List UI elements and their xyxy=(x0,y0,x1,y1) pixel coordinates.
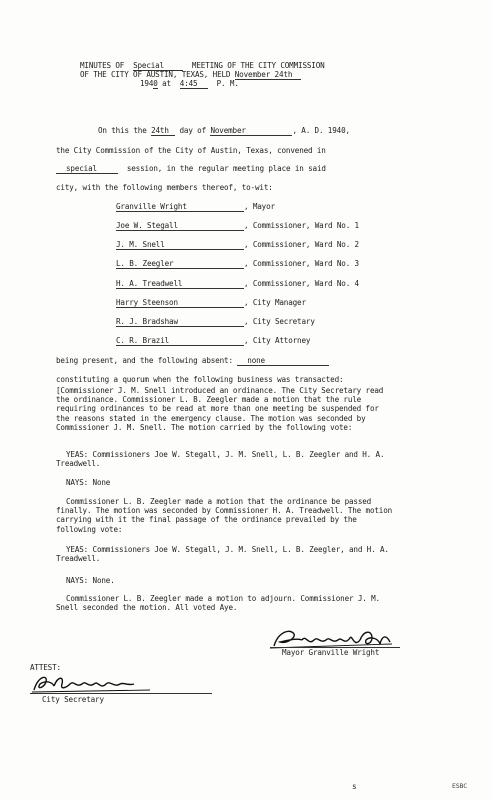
quorum-line: constituting a quorum when the following business was transacted: xyxy=(56,375,344,384)
attendee-row: Harry Steenson , City Manager xyxy=(116,298,306,307)
meeting-month: November xyxy=(210,126,292,136)
page-stamp: ESBC xyxy=(452,782,468,790)
meeting-time: 4:45 xyxy=(180,79,208,89)
attendee-row: L. B. Zeegler , Commissioner, Ward No. 3 xyxy=(116,259,359,268)
absent-value: none xyxy=(237,356,329,366)
attendee-row: R. J. Bradshaw , City Secretary xyxy=(116,317,315,326)
attendee-row: Joe W. Stegall , Commissioner, Ward No. 1 xyxy=(116,221,359,230)
meeting-day: 24th xyxy=(151,126,175,136)
heading-date: November 24th xyxy=(235,70,301,80)
opening-line-2: the City Commission of the City of Austin, Texas, convened in xyxy=(56,146,326,155)
opening-line-3: special session, in the regular meeting place in said xyxy=(56,164,326,174)
secretary-label: City Secretary xyxy=(42,695,104,704)
nays-2: NAYS: None. xyxy=(66,576,115,585)
opening-line-1: On this the 24th day of November , A. D. 1940, xyxy=(98,126,350,135)
header-line-1: MINUTES OF Special MEETING OF THE CITY COMMISSION xyxy=(80,61,325,70)
motion-paragraph-1: [Commissioner J. M. Snell introduced an ordinance. The City Secretary read the ordinance. Commissioner L. B. Zeegler made a motion that the rule requiring ordinances to be read at more than one meeting be suspended for the reasons stated in the emergency clause. The motion was seconded by Commissioner J. M. Snell. The motion carried by the following vote: xyxy=(56,386,384,432)
attendee-row: C. R. Brazil , City Attorney xyxy=(116,336,311,345)
header-line-2: OF THE CITY OF AUSTIN, TEXAS, HELD November 24th xyxy=(80,70,301,80)
attendee-row: J. M. Snell , Commissioner, Ward No. 2 xyxy=(116,240,359,249)
mayor-label: Mayor Granville Wright xyxy=(282,648,380,657)
attendee-row: Granville Wright , Mayor xyxy=(116,202,275,211)
header-line-3: 1940 at 4:45 P. M. xyxy=(140,79,239,88)
footer-mark: s xyxy=(352,782,357,791)
opening-line-4: city, with the following members thereof, to-wit: xyxy=(56,183,273,192)
session-type: special xyxy=(56,164,118,174)
nays-1: NAYS: None xyxy=(66,478,111,487)
absent-line: being present, and the following absent: none xyxy=(56,356,329,366)
attest-label: ATTEST: xyxy=(30,663,61,672)
yeas-2: YEAS: Commissioners Joe W. Stegall, J. M. Snell, L. B. Zeegler, and H. A. Treadwell. xyxy=(56,545,389,564)
yeas-1: YEAS: Commissioners Joe W. Stegall, J. M. Snell, L. B. Zeegler and H. A. Treadwell. xyxy=(56,450,385,469)
attendee-row: H. A. Treadwell , Commissioner, Ward No. 4 xyxy=(116,279,359,288)
motion-paragraph-3: Commissioner L. B. Zeegler made a motion to adjourn. Commissioner J. M. Snell seconded the motion. All voted Aye. xyxy=(56,594,380,613)
motion-paragraph-2: Commissioner L. B. Zeegler made a motion that the ordinance be passed finally. The motion was seconded by Commissioner H. A. Treadwell. The motion carrying with it the final passage of the ordinance prevailed by the following vote: xyxy=(56,497,393,534)
secretary-signature-line xyxy=(30,693,212,694)
meeting-type: Special xyxy=(133,61,183,71)
